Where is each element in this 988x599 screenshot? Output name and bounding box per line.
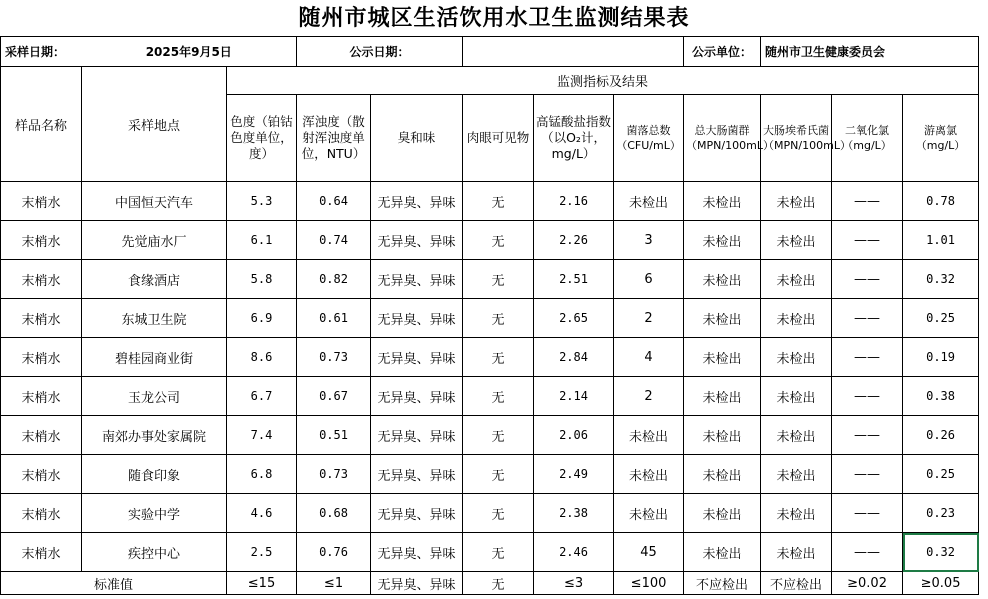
table-cell[interactable]: 0.64	[297, 182, 371, 221]
sample-date-label[interactable]: 采样日期：	[1, 37, 82, 67]
table-cell[interactable]: 1.01	[903, 221, 979, 260]
table-cell[interactable]: 0.51	[297, 416, 371, 455]
table-cell[interactable]: 南郊办事处家属院	[82, 416, 227, 455]
table-cell[interactable]: 2.49	[534, 455, 614, 494]
table-cell[interactable]: 0.19	[903, 338, 979, 377]
publish-unit-label[interactable]: 公示单位：	[684, 37, 761, 67]
col-header-ecoli[interactable]: 大肠埃希氏菌（MPN/100mL）	[761, 95, 832, 182]
table-cell[interactable]: ——	[832, 377, 903, 416]
table-cell[interactable]: 随食印象	[82, 455, 227, 494]
table-cell[interactable]: 疾控中心	[82, 533, 227, 572]
table-cell[interactable]: 0.73	[297, 455, 371, 494]
table-cell[interactable]: 未检出	[761, 299, 832, 338]
table-cell[interactable]: 6	[614, 260, 684, 299]
table-cell[interactable]: 2.38	[534, 494, 614, 533]
table-cell[interactable]: 未检出	[684, 455, 761, 494]
table-cell[interactable]: 末梢水	[1, 260, 82, 299]
table-cell[interactable]: 末梢水	[1, 221, 82, 260]
col-header-colony[interactable]: 菌落总数（CFU/mL）	[614, 95, 684, 182]
table-cell[interactable]: 未检出	[684, 182, 761, 221]
table-cell[interactable]: 无	[463, 221, 534, 260]
table-cell[interactable]: 未检出	[684, 260, 761, 299]
table-cell[interactable]: 末梢水	[1, 533, 82, 572]
table-cell[interactable]: 4	[614, 338, 684, 377]
table-cell[interactable]: 中国恒天汽车	[82, 182, 227, 221]
table-row	[1, 533, 979, 572]
standard-row	[1, 572, 979, 595]
table-cell[interactable]: 2.06	[534, 416, 614, 455]
table-cell[interactable]: 6.7	[227, 377, 297, 416]
table-cell[interactable]: 无	[463, 260, 534, 299]
table-cell[interactable]: 2.26	[534, 221, 614, 260]
table-cell[interactable]: 东城卫生院	[82, 299, 227, 338]
group-header-row	[1, 67, 979, 95]
col-header-turbidity[interactable]: 浑浊度（散射浑浊度单位，NTU）	[297, 95, 371, 182]
table-cell[interactable]: 未检出	[614, 455, 684, 494]
table-cell[interactable]: 末梢水	[1, 416, 82, 455]
standard-cell[interactable]: ≤15	[227, 572, 297, 595]
standard-cell[interactable]: 不应检出	[761, 572, 832, 595]
table-cell[interactable]: 2.84	[534, 338, 614, 377]
table-cell[interactable]: 未检出	[761, 494, 832, 533]
table-cell[interactable]: 未检出	[684, 221, 761, 260]
table-cell[interactable]: 先觉庙水厂	[82, 221, 227, 260]
table-cell[interactable]: 实验中学	[82, 494, 227, 533]
table-cell[interactable]: 末梢水	[1, 455, 82, 494]
table-cell[interactable]: 2	[614, 299, 684, 338]
indicator-group-header[interactable]: 监测指标及结果	[227, 67, 979, 95]
table-cell[interactable]: ——	[832, 338, 903, 377]
table-cell[interactable]: 2.5	[227, 533, 297, 572]
table-row	[1, 338, 979, 377]
table-cell[interactable]: ——	[832, 182, 903, 221]
table-cell[interactable]: 未检出	[614, 182, 684, 221]
publish-date-label[interactable]: 公示日期：	[297, 37, 463, 67]
table-cell[interactable]: 0.25	[903, 299, 979, 338]
table-row	[1, 416, 979, 455]
table-cell[interactable]: 0.23	[903, 494, 979, 533]
table-cell[interactable]: 未检出	[684, 338, 761, 377]
table-cell[interactable]: 0.25	[903, 455, 979, 494]
table-cell[interactable]: 6.9	[227, 299, 297, 338]
location-header[interactable]: 采样地点	[82, 67, 227, 182]
col-header-odor[interactable]: 臭和味	[371, 95, 463, 182]
table-cell[interactable]: 未检出	[684, 377, 761, 416]
table-cell[interactable]: 0.68	[297, 494, 371, 533]
table-cell[interactable]: 无异臭、异味	[371, 221, 463, 260]
table-cell[interactable]: 无异臭、异味	[371, 260, 463, 299]
table-row	[1, 455, 979, 494]
table-cell[interactable]: ——	[832, 533, 903, 572]
table-cell[interactable]: 末梢水	[1, 494, 82, 533]
table-cell[interactable]: 食缘酒店	[82, 260, 227, 299]
table-cell[interactable]: 45	[614, 533, 684, 572]
table-cell[interactable]: ——	[832, 494, 903, 533]
table-cell[interactable]: 0.61	[297, 299, 371, 338]
table-cell[interactable]: 无异臭、异味	[371, 455, 463, 494]
table-cell[interactable]: 2.46	[534, 533, 614, 572]
table-cell[interactable]: 无异臭、异味	[371, 338, 463, 377]
standard-cell[interactable]: ≥0.05	[903, 572, 979, 595]
table-cell[interactable]: 无	[463, 455, 534, 494]
table-cell[interactable]: ——	[832, 260, 903, 299]
standard-label[interactable]: 标准值	[1, 572, 227, 595]
table-cell[interactable]: 8.6	[227, 338, 297, 377]
table-cell[interactable]: 无	[463, 182, 534, 221]
results-table	[0, 36, 979, 595]
table-cell[interactable]: ——	[832, 455, 903, 494]
table-cell[interactable]: 未检出	[684, 533, 761, 572]
table-cell[interactable]: 6.1	[227, 221, 297, 260]
sample-date-value[interactable]: 2025年9月5日	[82, 37, 297, 67]
table-cell[interactable]: 未检出	[761, 338, 832, 377]
table-row	[1, 494, 979, 533]
standard-cell[interactable]: ≤100	[614, 572, 684, 595]
table-cell[interactable]: 无	[463, 494, 534, 533]
col-header-free-chlorine[interactable]: 游离氯（mg/L）	[903, 95, 979, 182]
table-cell[interactable]: 未检出	[761, 416, 832, 455]
col-header-coliform[interactable]: 总大肠菌群（MPN/100mL）	[684, 95, 761, 182]
table-row	[1, 299, 979, 338]
table-cell[interactable]: 无	[463, 533, 534, 572]
sample-name-header[interactable]: 样品名称	[1, 67, 82, 182]
selected-cell[interactable]: 0.32	[903, 533, 979, 572]
table-cell[interactable]: 4.6	[227, 494, 297, 533]
table-cell[interactable]: ——	[832, 221, 903, 260]
table-cell[interactable]: 无异臭、异味	[371, 182, 463, 221]
table-cell[interactable]: 无异臭、异味	[371, 416, 463, 455]
table-row	[1, 221, 979, 260]
table-cell[interactable]: 0.76	[297, 533, 371, 572]
col-header-chlorine-dioxide[interactable]: 二氧化氯（mg/L）	[832, 95, 903, 182]
standard-cell[interactable]: ≤1	[297, 572, 371, 595]
table-cell[interactable]: 0.74	[297, 221, 371, 260]
table-cell[interactable]: 末梢水	[1, 299, 82, 338]
table-cell[interactable]: 5.3	[227, 182, 297, 221]
table-cell[interactable]: 未检出	[761, 533, 832, 572]
table-cell[interactable]: 未检出	[761, 182, 832, 221]
table-cell[interactable]: 未检出	[761, 221, 832, 260]
table-cell[interactable]: 无异臭、异味	[371, 377, 463, 416]
table-cell[interactable]: 未检出	[614, 416, 684, 455]
table-cell[interactable]: 末梢水	[1, 377, 82, 416]
col-header-visible[interactable]: 肉眼可见物	[463, 95, 534, 182]
table-cell[interactable]: 无	[463, 338, 534, 377]
table-cell[interactable]: 2.14	[534, 377, 614, 416]
table-cell[interactable]: 3	[614, 221, 684, 260]
standard-cell[interactable]: ≥0.02	[832, 572, 903, 595]
table-cell[interactable]: 无异臭、异味	[371, 494, 463, 533]
table-cell[interactable]: 0.73	[297, 338, 371, 377]
table-cell[interactable]: 0.32	[903, 260, 979, 299]
table-row	[1, 260, 979, 299]
table-cell[interactable]: 2.51	[534, 260, 614, 299]
table-cell[interactable]: 无	[463, 416, 534, 455]
table-cell[interactable]: 无异臭、异味	[371, 299, 463, 338]
table-row	[1, 182, 979, 221]
col-header-permanganate[interactable]: 高锰酸盐指数（以O₂计，mg/L）	[534, 95, 614, 182]
publish-date-value[interactable]	[463, 37, 684, 67]
data-rows	[1, 182, 979, 572]
table-cell[interactable]: 0.78	[903, 182, 979, 221]
info-row	[1, 37, 979, 67]
table-cell[interactable]: 无	[463, 377, 534, 416]
table-cell[interactable]: 未检出	[684, 494, 761, 533]
table-cell[interactable]: 未检出	[761, 377, 832, 416]
table-cell[interactable]: 2	[614, 377, 684, 416]
table-cell[interactable]: 未检出	[761, 260, 832, 299]
table-cell[interactable]: 未检出	[761, 455, 832, 494]
table-cell[interactable]: ——	[832, 416, 903, 455]
table-cell[interactable]: 0.82	[297, 260, 371, 299]
table-cell[interactable]: 末梢水	[1, 338, 82, 377]
table-cell[interactable]: 0.38	[903, 377, 979, 416]
table-cell[interactable]: 末梢水	[1, 182, 82, 221]
table-cell[interactable]: 碧桂园商业街	[82, 338, 227, 377]
table-cell[interactable]: 未检出	[614, 494, 684, 533]
standard-cell[interactable]: 无异臭、异味	[371, 572, 463, 595]
standard-cell[interactable]: ≤3	[534, 572, 614, 595]
table-cell[interactable]: 无	[463, 299, 534, 338]
table-cell[interactable]: 2.65	[534, 299, 614, 338]
publish-unit-value[interactable]: 随州市卫生健康委员会	[761, 37, 979, 67]
table-cell[interactable]: 7.4	[227, 416, 297, 455]
table-row	[1, 377, 979, 416]
standard-cell[interactable]: 不应检出	[684, 572, 761, 595]
table-cell[interactable]: 5.8	[227, 260, 297, 299]
table-cell[interactable]: 未检出	[684, 416, 761, 455]
table-cell[interactable]: 0.67	[297, 377, 371, 416]
table-cell[interactable]: 6.8	[227, 455, 297, 494]
table-cell[interactable]: 玉龙公司	[82, 377, 227, 416]
page-title: 随州市城区生活饮用水卫生监测结果表	[298, 5, 690, 31]
table-cell[interactable]: 未检出	[684, 299, 761, 338]
table-cell[interactable]: 无异臭、异味	[371, 533, 463, 572]
table-cell[interactable]: 2.16	[534, 182, 614, 221]
col-header-color[interactable]: 色度（铂钴色度单位，度）	[227, 95, 297, 182]
table-cell[interactable]: 0.26	[903, 416, 979, 455]
standard-cell[interactable]: 无	[463, 572, 534, 595]
table-cell[interactable]: ——	[832, 299, 903, 338]
